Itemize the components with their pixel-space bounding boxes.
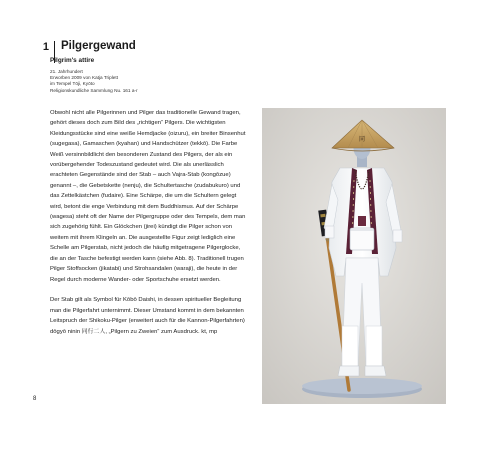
right-shoe — [365, 366, 386, 376]
catalog-number: 1 — [42, 41, 49, 53]
body-paragraph: Der Stab gilt als Symbol für Kōbō Daishi, in dessen spiritueller Begleitung man die Pilgerfahrt unternimmt. Dieser Umstand kommt in dem bekannten Leitspruch der Shikoku-Pilger (erweitert auch für die Kannon-Pilgerfahrten) dōgyō ninin 同行二人, „Pilgern zu Zweien“ zum Ausdruck. kt, mp — [50, 297, 245, 335]
catalog-subtitle: Pilgrim's attire — [50, 57, 95, 64]
body-paragraph: Obwohl nicht alle Pilgerinnen und Pilger das traditionelle Gewand tragen, gehört dieses doch zum Bild des „richtigen“ Pilgers. Die wichtigsten Kleidungsstücke sind eine weiße Hemdjacke (oizuru), ein breiter Binsenhut (sugegasa), Gamaschen (kyahan) und Handschützer (tekkō). Die Farbe Weiß versinnbildlicht den besonderen Zustand des Pilgers, der als ein vorübergehender Todeszustand gedeutet wird. Die als unerlässlich erachteten Gegenstände sind der Stab – auch Vajra-Stab (kongōzue) genannt –, die Gebetskette (nenju), die Schultertasche (zudabukuro) und das Zettelkästchen (fudaire). Eine Schärpe, die um die Schultern gelegt wird, betont die enge Verbindung mit dem Buddhismus. Auf der Schärpe (wagesa) steht oft der Name der Pilgergruppe oder des Tempels, dem man sich zugehörig fühlt. Ein Glöckchen (jirei) kündigt die Pilger schon von weitem mit ihrem Klingeln an. Die ausgestellte Figur zeigt lediglich eine Schelle am Pilgerstab, nicht jedoch die häufig mitgetragene Pilgerglocke, die an der Tasche befestigt werden kann (siehe Abb. 8). Traditionell trugen Pilger Stoffsocken (jikatabi) und Strohsandalen (waraji), die heute in der Regel durch moderne Wander- oder Sportschuhe ersetzt werden. — [50, 110, 246, 283]
right-gaiter — [366, 326, 382, 366]
catalog-title: Pilgergewand — [61, 40, 136, 52]
catalog-meta — [50, 69, 138, 94]
amulet-box — [358, 216, 366, 226]
hat-inscription: 同 — [358, 136, 366, 143]
left-hand-guard — [325, 226, 334, 238]
body-text — [50, 108, 248, 347]
pilgrim-attire-photo — [262, 108, 446, 404]
meta-line: 21. Jahrhundert — [50, 69, 83, 74]
page-number: 8 — [33, 396, 37, 402]
right-hand-guard — [393, 230, 402, 242]
meta-line: im Tempel Tōji, Kyōto — [50, 81, 95, 87]
shoulder-bag — [350, 228, 374, 250]
meta-line: Erworben 2009 von Katja Triplett — [50, 75, 119, 81]
meta-line: Religionskundliche Sammlung Nu. 161 a-r — [50, 87, 138, 93]
left-gaiter — [342, 326, 358, 366]
left-shoe — [338, 366, 359, 376]
catalog-header — [33, 41, 473, 65]
